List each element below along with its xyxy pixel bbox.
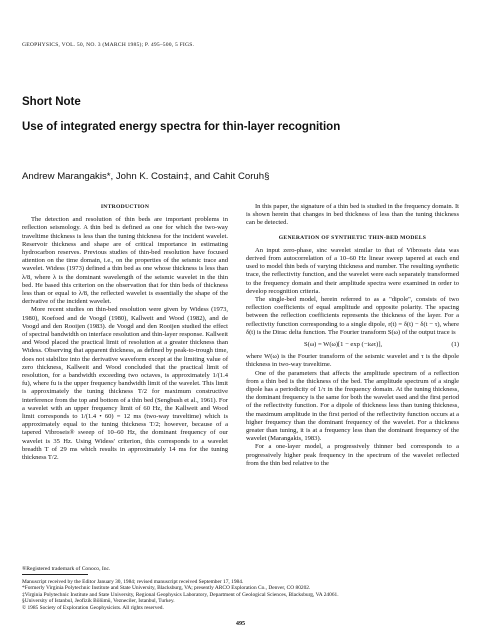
footnote: © 1985 Society of Exploration Geophysicists. All rights reserved. — [22, 604, 164, 611]
footnote: §University of Istanbul, Jeofizik Bölümü, Vezneciler, Istanbul, Turkey. — [22, 598, 175, 605]
footnote-rule — [22, 574, 88, 575]
right-column — [246, 203, 459, 468]
paragraph: An input zero-phase, sinc wavelet similar to that of Vibroseis data was derived from autocorrelation of a 10–60 Hz linear sweep tapered at each end used to model thin beds of varying thickness and number. The resulting synthetic trace, the reflectivity function, and the wavelet were each separately transformed to the frequency domain and their amplitude spectra were examined in order to develop recognition criteria. — [246, 246, 459, 295]
journal-header: GEOPHYSICS, VOL. 50, NO. 3 (MARCH 1985); P. 495–500, 5 FIGS. — [22, 42, 195, 48]
paragraph: where W(ω) is the Fourier transform of the seismic wavelet and τ is the dipole thickness in two-way traveltime. — [246, 353, 459, 369]
article-title: Use of integrated energy spectra for thin-layer recognition — [22, 121, 341, 133]
paragraph: The single-bed model, herein referred to as a "dipole", consists of two reflection coefficients of equal amplitude and opposite polarity. The spacing between the reflection coefficients represents the thickness of the layer. For a reflectivity function corresponding to a single dipole, r(t) = δ(t) − δ(t − τ), where δ(t) is the Dirac delta function. The Fourier transform S(ω) of the output trace is — [246, 296, 459, 336]
paragraph: The detection and resolution of thin beds are important problems in reflection seismology. A thin bed is defined as one for which the two-way traveltime thickness is less than the tuning thickness for the incident wavelet. Reservoir thickness and shape are of critical importance in estimating hydrocarbon reserves. Previous studies of thin-bed resolution have focused attention on the time domain, i.e., on the properties of the seismic trace and wavelet. Widess (1973) defined a thin bed as one whose thickness is less than λ/8, where λ is the dominant wavelength of the seismic wavelet in the thin bed. He based this criterion on the observation that for thin beds of thickness less than or equal to λ/8, the reflected wavelet is essentially the shape of the derivative of the incident wavelet. — [22, 216, 228, 306]
authors-line: Andrew Marangakis*, John K. Costain‡, and Cahit Coruh§ — [22, 171, 270, 182]
section-heading: GENERATION OF SYNTHETIC THIN-BED MODELS — [278, 234, 427, 241]
equation-text: S(ω) = W(ω)[1 − exp (−iωτ)], — [304, 341, 383, 349]
footnote: ‡Virginia Polytechnic Institute and State University, Regional Geophysics Laboratory, Department of Geological Sciences, Blacksburg, VA 24061. — [22, 591, 339, 598]
footnotes — [22, 579, 462, 611]
paragraph: For a one-layer model, a progressively thinner bed corresponds to a progressively higher peak frequency in the spectrum of the wavelet reflected from the thin bed relative to the — [246, 443, 459, 467]
footnote: Manuscript received by the Editor January 30, 1984; revised manuscript received September 17, 1984. — [22, 579, 244, 585]
trademark-note: ®Registered trademark of Conoco, Inc. — [22, 566, 111, 572]
left-column — [22, 203, 228, 462]
footnote: *Formerly Virginia Polytechnic Institute and State University, Blacksburg, VA; presently ARCO Exploration Co., Denver, CO 80202. — [22, 585, 311, 592]
equation-number: (1) — [451, 341, 459, 349]
section-label: Short Note — [22, 96, 81, 108]
paragraph: In this paper, the signature of a thin bed is studied in the frequency domain. It is shown herein that changes in bed thickness of less than the tuning thickness can be detected. — [246, 203, 459, 227]
paragraph: More recent studies on thin-bed resolution were given by Widess (1973, 1980), Koefoed and de Voogd (1980), Kallweit and Wood (1982), and de Voogd and den Rooijen (1983). de Voogd and den Rooijen studied the effect of spectral bandwidth on interface resolution and thin-layer response. Kallweit and Wood placed the practical limit of resolution at a greater thickness than Widess. Observing that apparent thickness, as defined by peak-to-trough time, does not stabilize into the derivative waveform except at the limiting value of zero thickness, Kallweit and Wood concluded that the practical limit of resolution, for a bandwidth exceeding two octaves, is approximately 1/(1.4 fu), where fu is the upper frequency bandwidth limit of the wavelet. This limit is approximately the tuning thickness T/2 for maximum constructive interference from the top and bottom of a thin bed (Sengbush et al., 1961). For a wavelet with an upper frequency limit of 60 Hz, the Kallweit and Wood limit corresponds to 1/(1.4 • 60) = 12 ms (two-way traveltime) which is approximately equal to the tuning thickness T/2; however, because of a tapered Vibroseis® sweep of 10–60 Hz, the dominant frequency of our wavelet is 35 Hz. Using Widess' criterion, this corresponds to a wavelet breadth T of 29 ms which results in approximately 14 ms for the tuning thickness T/2. — [22, 306, 228, 462]
equation-1 — [246, 337, 459, 353]
paragraph: One of the parameters that affects the amplitude spectrum of a reflection from a thin bed is the thickness of the bed. The amplitude spectrum of a single dipole has a periodicity of 1/τ in the frequency domain. At the tuning thickness, the dominant frequency is the same for both the wavelet used and the first period of the reflectivity function. For a dipole of thickness less than tuning thickness, the maximum amplitude in the first period of the reflectivity function occurs at a higher frequency than the dominant frequency of the wavelet. For a thickness greater than tuning, it is at a frequency less than the dominant frequency of the wavelet (Marangakis, 1983). — [246, 369, 459, 443]
introduction-heading: INTRODUCTION — [100, 204, 150, 210]
page-number: 495 — [235, 620, 246, 627]
